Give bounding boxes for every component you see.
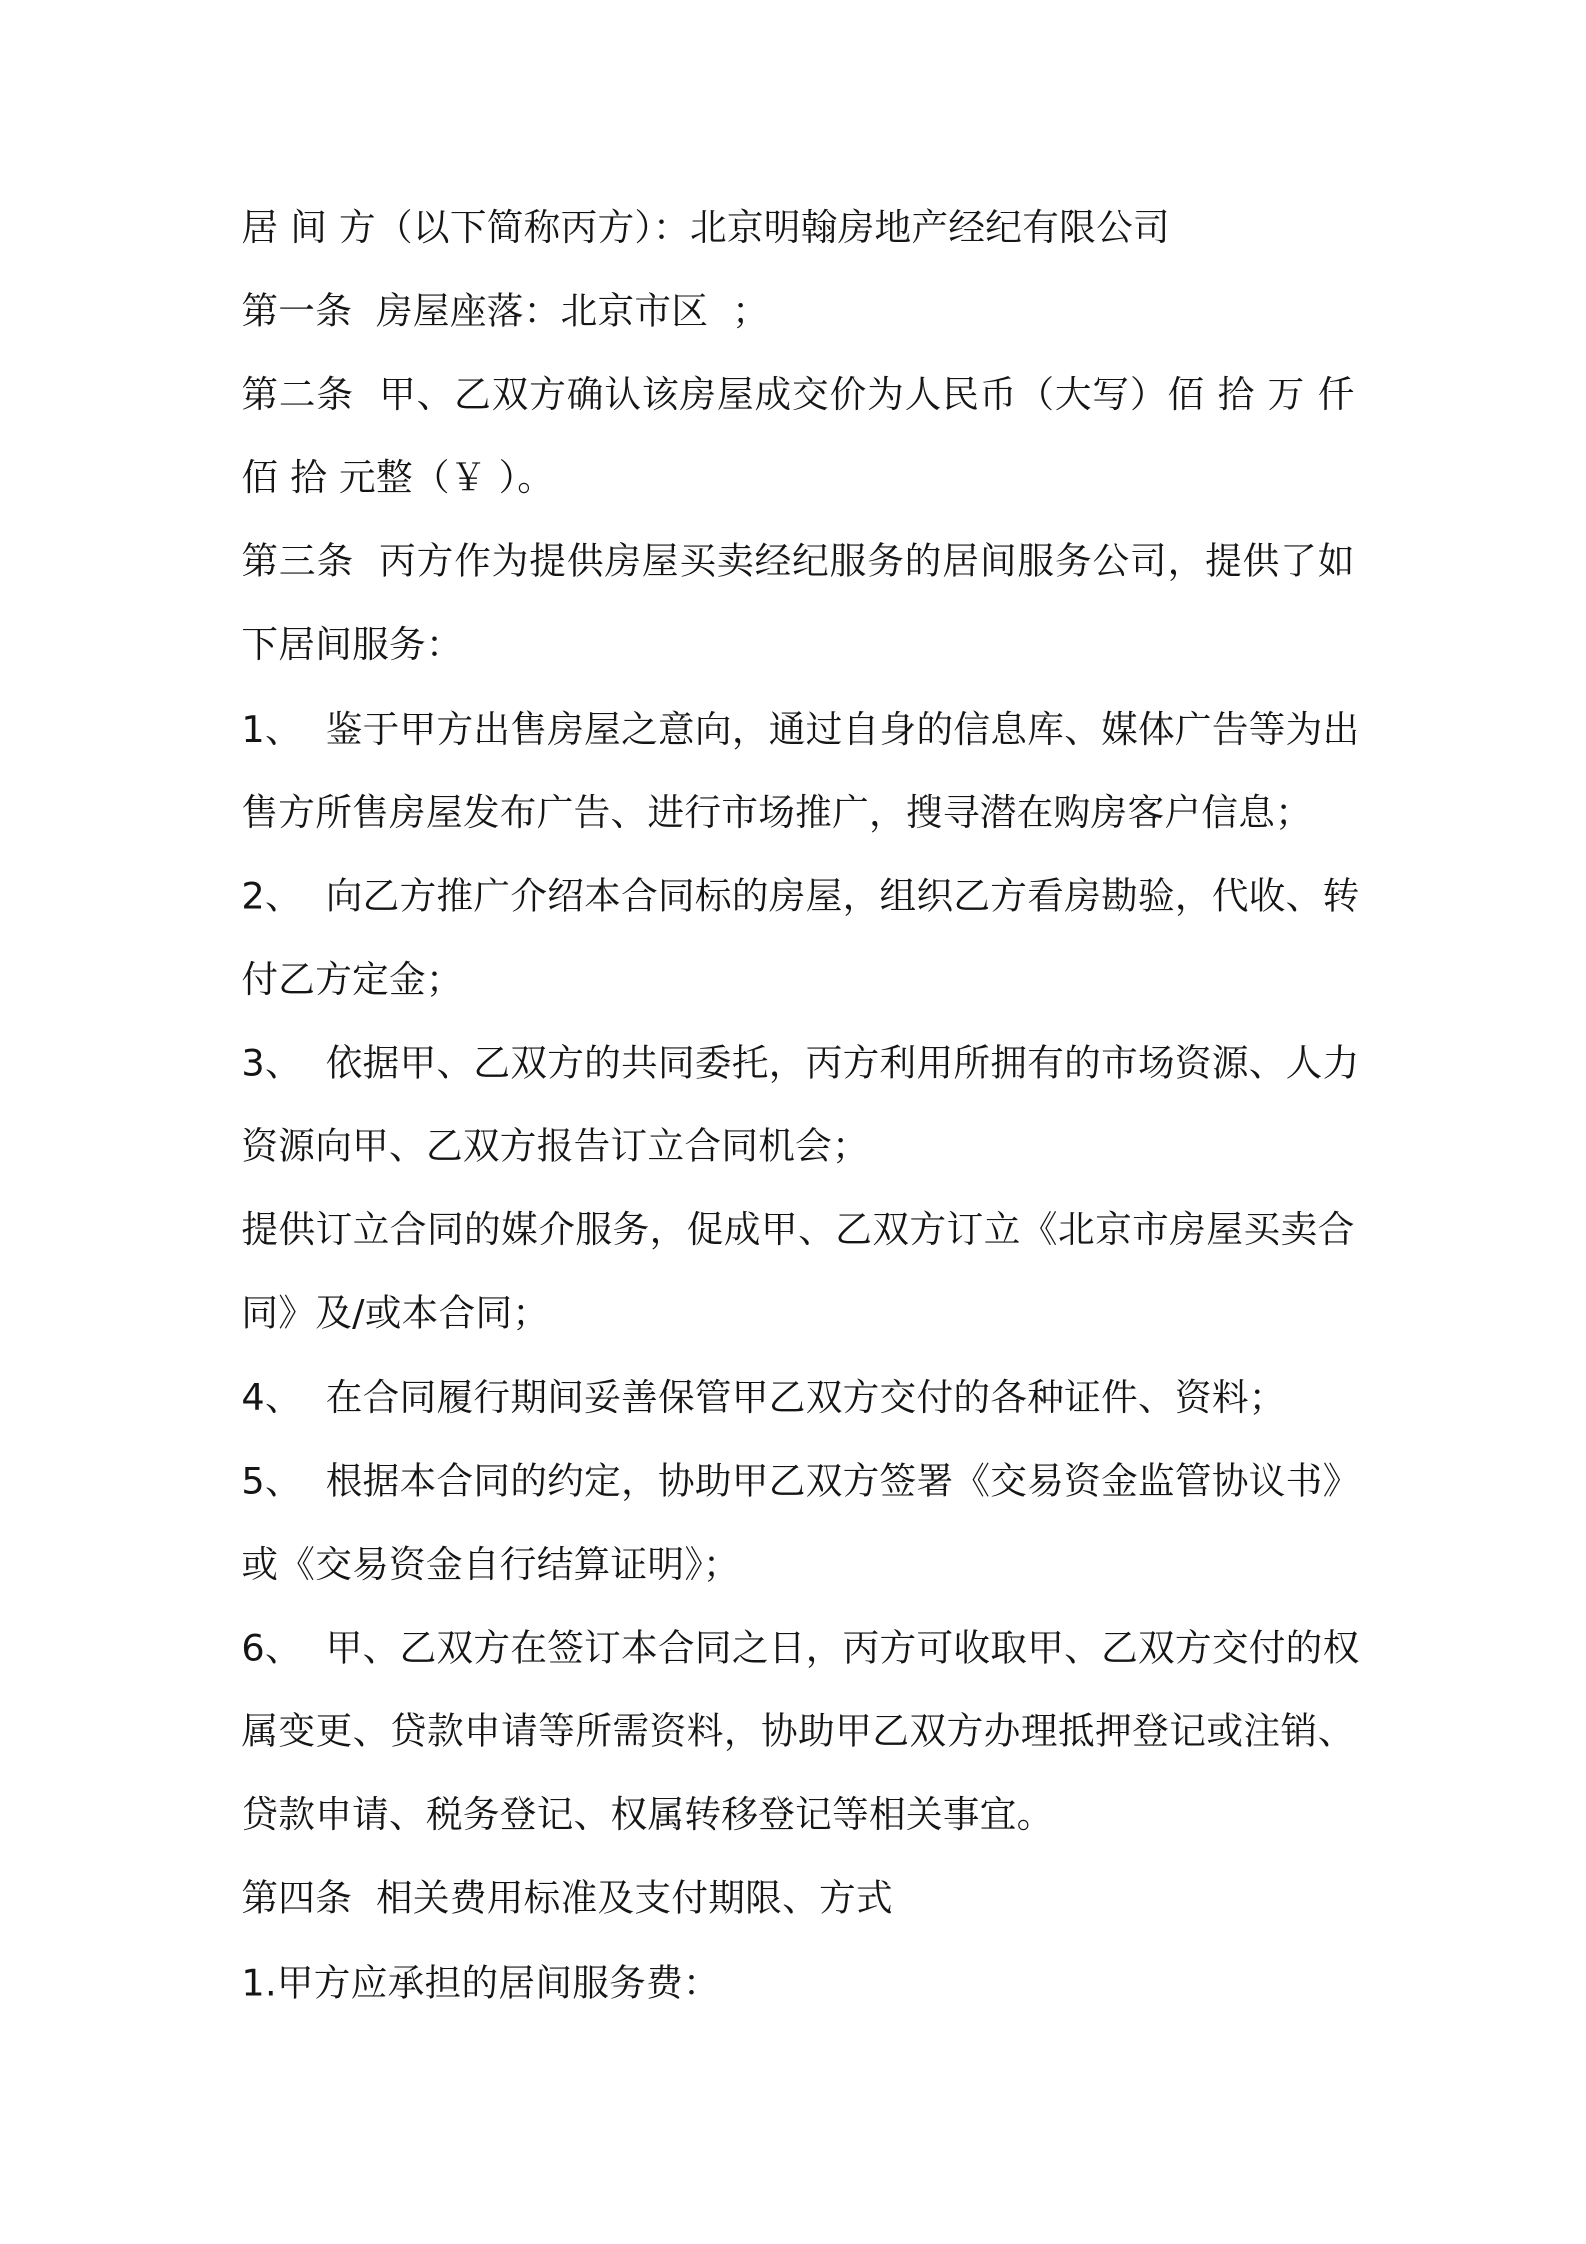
text-line-media-service: 提供订立合同的媒介服务，促成甲、乙双方订立《北京市房屋买卖合 <box>241 1208 1355 1253</box>
text-line-item-5-cont: 或《交易资金自行结算证明》； <box>241 1543 740 1587</box>
text-line-fee-party-a: 1.甲方应承担的居间服务费： <box>241 1962 720 2006</box>
text-line-item-6: 6、 甲、乙双方在签订本合同之日，丙方可收取甲、乙双方交付的权 <box>241 1627 1360 1671</box>
text-line-item-3: 3、 依据甲、乙双方的共同委托，丙方利用所拥有的市场资源、人力 <box>241 1042 1360 1086</box>
text-line-article-3: 第三条 丙方作为提供房屋买卖经纪服务的居间服务公司，提供了如 <box>241 540 1355 584</box>
text-line-item-5: 5、 根据本合同的约定，协助甲乙双方签署《交易资金监管协议书》 <box>241 1460 1360 1504</box>
text-line-item-3-cont: 资源向甲、乙双方报告订立合同机会； <box>241 1125 870 1169</box>
text-line-item-6-end: 贷款申请、税务登记、权属转移登记等相关事宜。 <box>241 1794 1054 1838</box>
text-line-item-4: 4、 在合同履行期间妥善保管甲乙双方交付的各种证件、资料； <box>241 1377 1286 1421</box>
text-line-item-2: 2、 向乙方推广介绍本合同标的房屋，组织乙方看房勘验，代收、转 <box>241 875 1360 919</box>
text-line-media-service-cont: 同》及/或本合同； <box>241 1292 550 1336</box>
text-line-intermediary-party: 居 间 方（以下简称丙方）：北京明翰房地产经纪有限公司 <box>241 207 1170 251</box>
text-line-item-1: 1、 鉴于甲方出售房屋之意向，通过自身的信息库、媒体广告等为出 <box>241 708 1360 752</box>
text-line-item-2-cont: 付乙方定金； <box>241 958 463 1002</box>
text-line-article-3-cont: 下居间服务： <box>241 623 463 667</box>
text-line-article-2-cont: 佰 拾 元整（￥ ）。 <box>241 457 555 501</box>
text-line-item-1-cont: 售方所售房屋发布广告、进行市场推广，搜寻潜在购房客户信息； <box>241 792 1313 836</box>
text-line-article-1: 第一条 房屋座落：北京市区 ； <box>241 290 770 334</box>
text-line-article-4: 第四条 相关费用标准及支付期限、方式 <box>241 1877 893 1921</box>
text-line-article-2: 第二条 甲、乙双方确认该房屋成交价为人民币（大写）佰 拾 万 仟 <box>241 373 1355 417</box>
text-line-item-6-cont: 属变更、贷款申请等所需资料，协助甲乙双方办理抵押登记或注销、 <box>241 1710 1355 1754</box>
